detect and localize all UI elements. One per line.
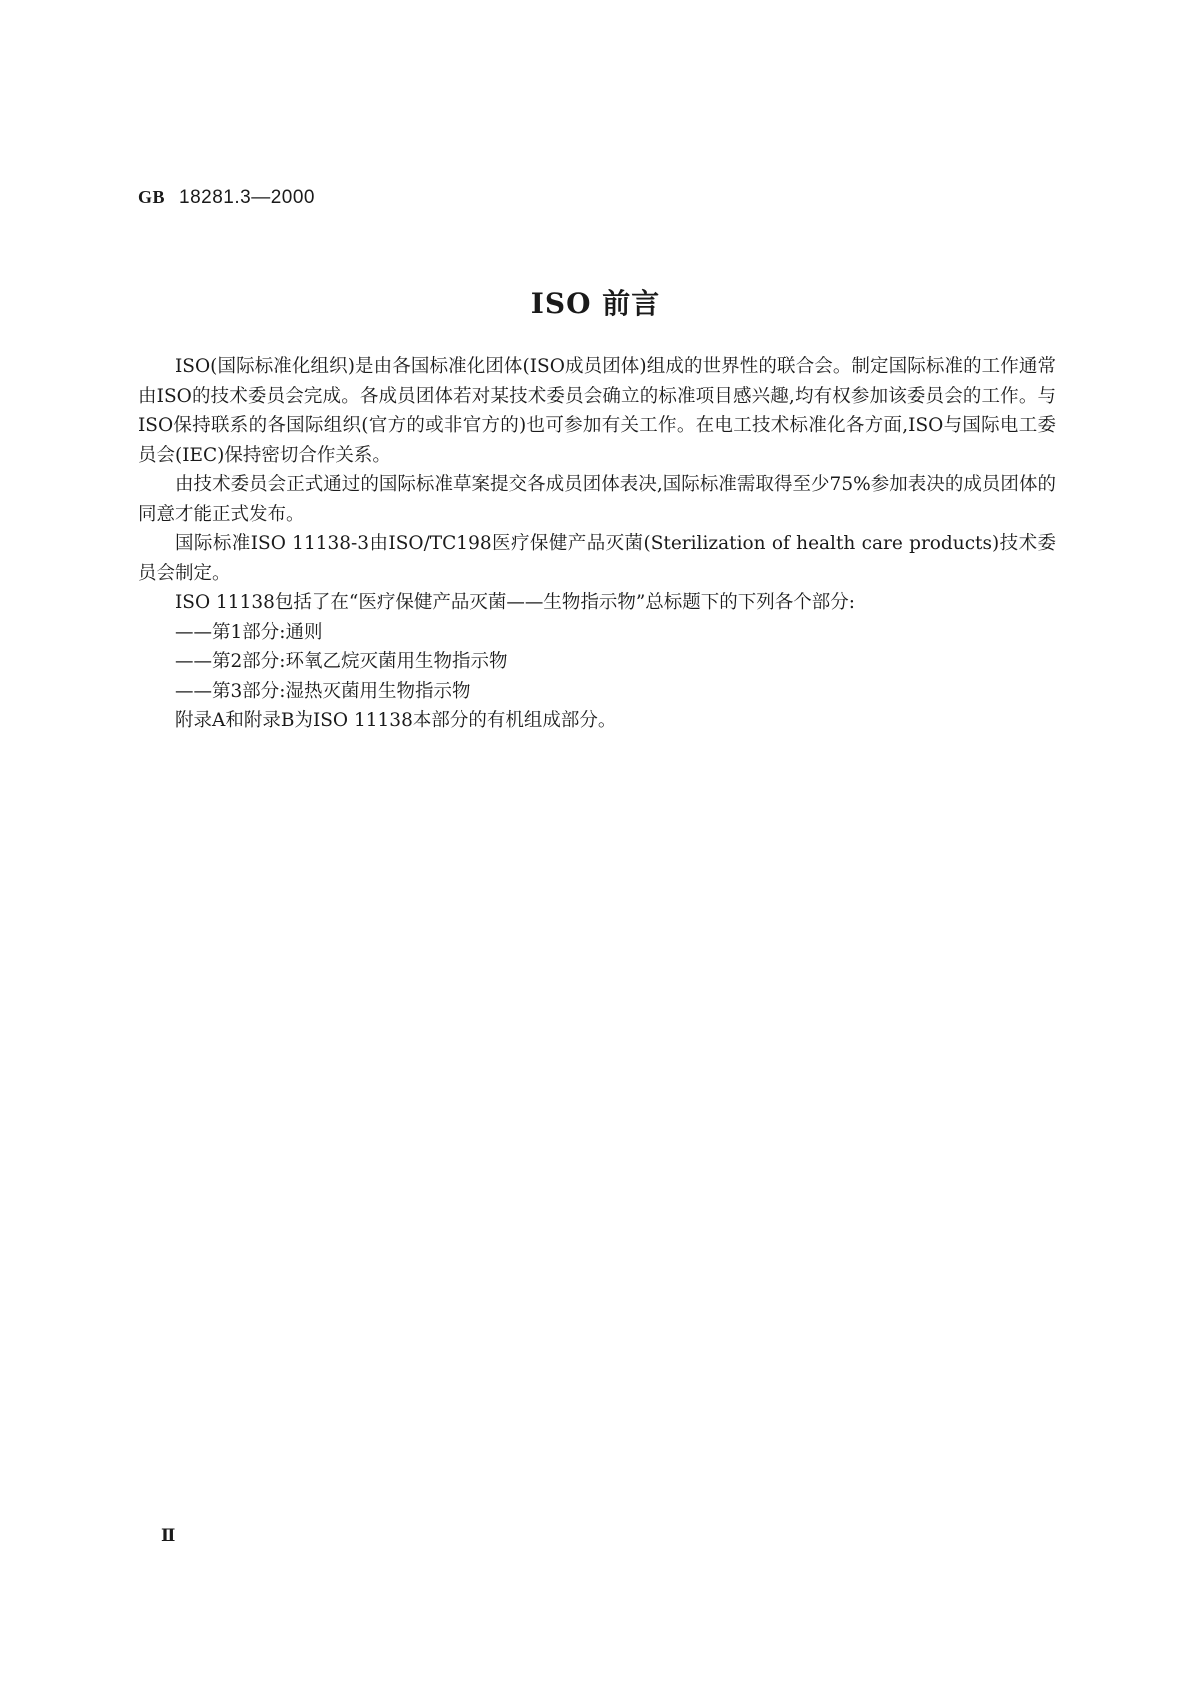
paragraph: 国际标准ISO 11138-3由ISO/TC198医疗保健产品灭菌(Sterilization of health care products)技术委员会制定。 — [138, 533, 1056, 584]
list-item: ——第2部分:环氧乙烷灭菌用生物指示物 — [175, 651, 508, 672]
page-number: Ⅱ — [161, 1526, 176, 1546]
body-text — [138, 352, 1056, 736]
standard-prefix: GB — [138, 187, 166, 207]
paragraph: ISO(国际标准化组织)是由各国标准化团体(ISO成员团体)组成的世界性的联合会。制定国际标准的工作通常由ISO的技术委员会完成。各成员团体若对某技术委员会确立的标准项目感兴趣,均有权参加该委员会的工作。与ISO保持联系的各国际组织(官方的或非官方的)也可参加有关工作。在电工技术标准化各方面,ISO与国际电工委员会(IEC)保持密切合作关系。 — [138, 356, 1056, 466]
standard-number: 18281.3—2000 — [179, 187, 315, 208]
paragraph: 由技术委员会正式通过的国际标准草案提交各成员团体表决,国际标准需取得至少75%参加表决的成员团体的同意才能正式发布。 — [138, 474, 1056, 525]
paragraph: ISO 11138包括了在“医疗保健产品灭菌——生物指示物”总标题下的下列各个部分: — [175, 592, 856, 613]
list-item: ——第1部分:通则 — [175, 621, 323, 643]
closing-paragraph: 附录A和附录B为ISO 11138本部分的有机组成部分。 — [175, 710, 617, 731]
document-code — [138, 186, 315, 209]
list-item: ——第3部分:湿热灭菌用生物指示物 — [175, 680, 471, 702]
page-title: ISO 前言 — [530, 287, 661, 320]
